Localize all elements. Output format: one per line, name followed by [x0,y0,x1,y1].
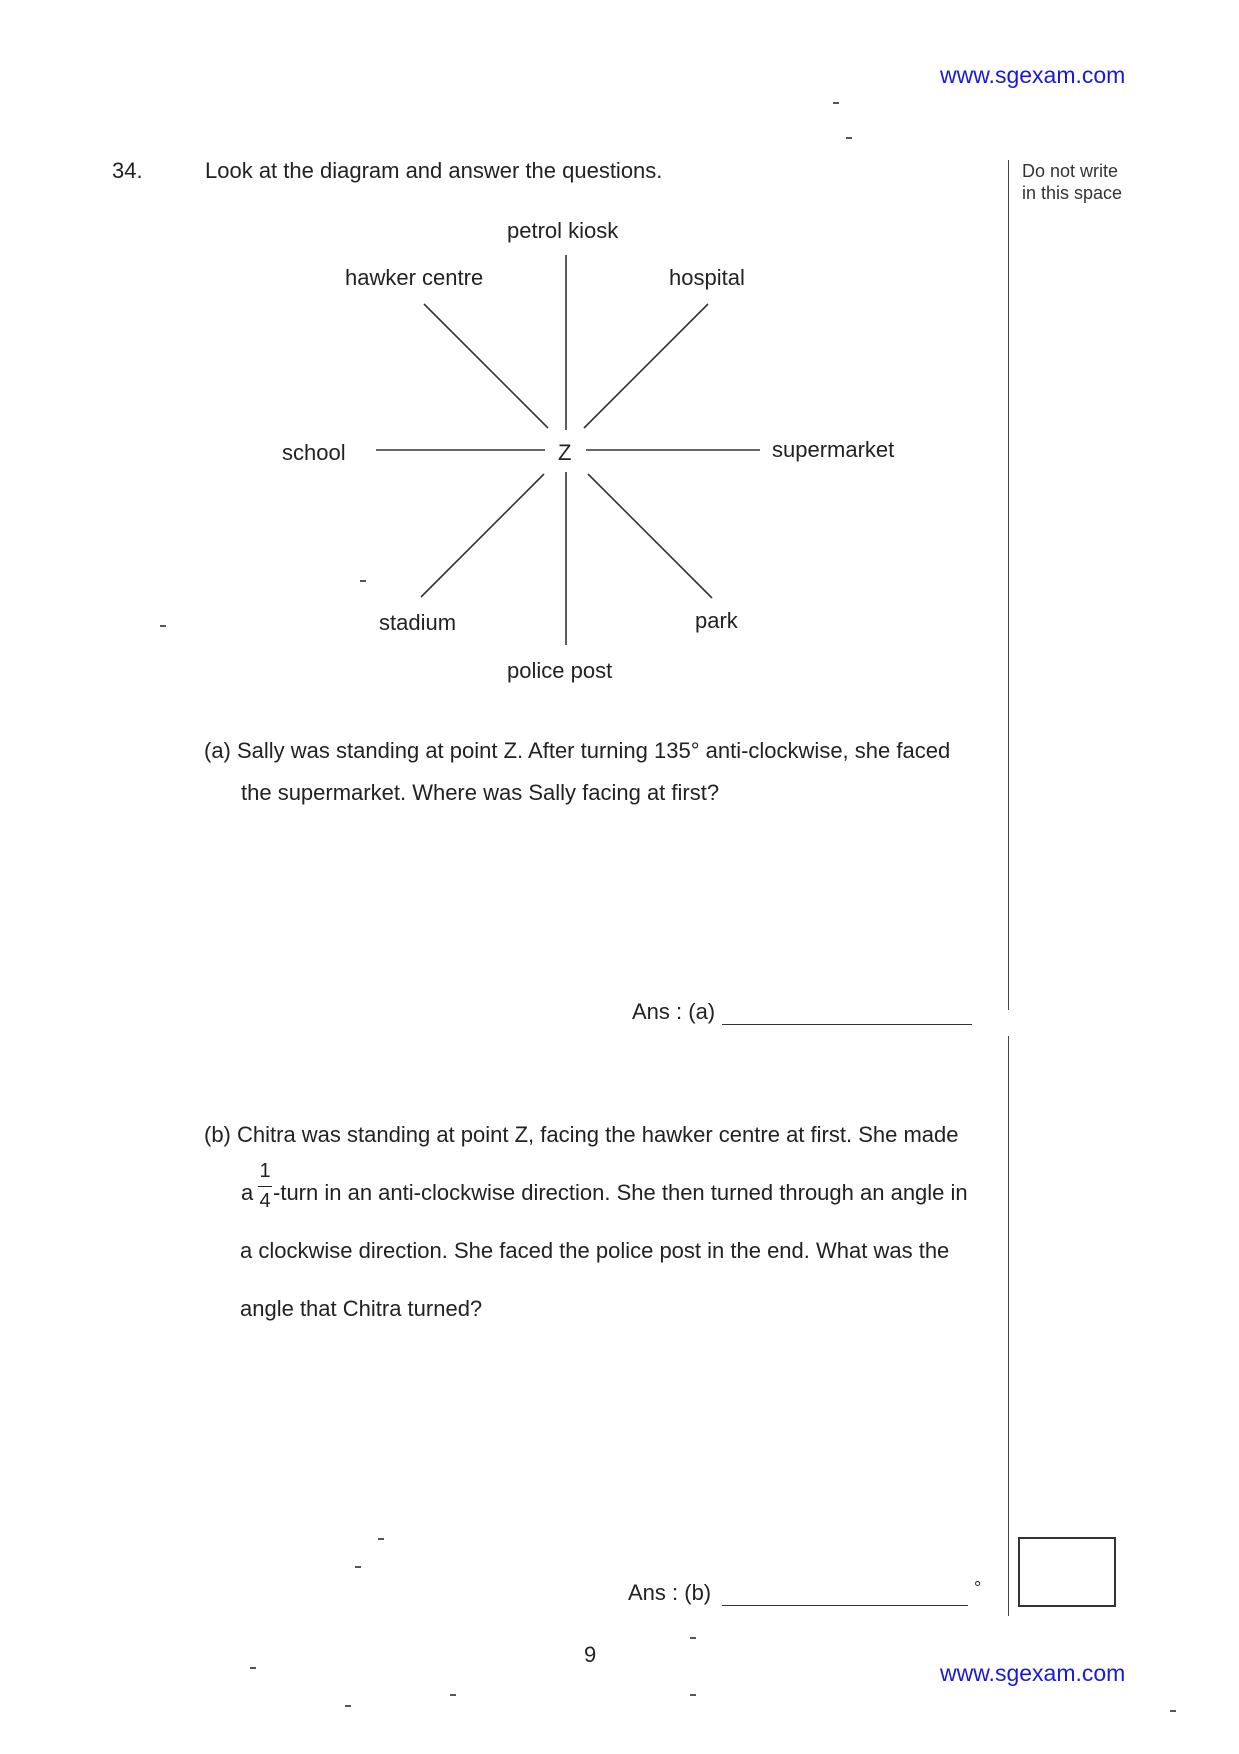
ray-northeast [584,304,708,428]
part-b-line2-prefix: a [241,1180,254,1205]
part-a-answer-line[interactable] [722,1024,972,1025]
part-a-answer-label: Ans : (a) [632,999,716,1024]
part-a-line2: the supermarket. Where was Sally facing at first? [241,780,720,805]
label-supermarket: supermarket [772,437,895,462]
header-website: www.sgexam.com [940,62,1126,88]
side-note-line2: in this space [1022,183,1123,203]
part-b-line2-rest: -turn in an anti-clockwise direction. She then turned through an angle in [273,1180,968,1205]
ray-northwest [424,304,548,428]
label-park: park [695,608,738,633]
part-b-line1: (b) Chitra was standing at point Z, facing the hawker centre at first. She made [204,1122,959,1147]
scan-speck [250,1667,256,1669]
scan-speck [690,1694,696,1696]
scan-speck [160,625,166,627]
side-note-line1: Do not write [1022,161,1119,181]
scan-speck [846,137,852,139]
ray-southwest [421,474,544,597]
label-police-post: police post [507,658,613,683]
label-stadium: stadium [379,610,457,635]
degree-symbol: ° [974,1578,982,1598]
part-b-answer-line[interactable] [722,1605,968,1606]
label-petrol-kiosk: petrol kiosk [507,218,619,243]
label-center-z: Z [558,440,572,465]
scan-speck [833,102,839,104]
part-b-line4: angle that Chitra turned? [240,1296,483,1321]
label-hospital: hospital [669,265,745,290]
fraction-numerator: 1 [259,1160,271,1182]
scan-speck [450,1694,456,1696]
page-number: 9 [584,1642,597,1667]
margin-rule-upper [1008,160,1009,1010]
footer-website: www.sgexam.com [940,1660,1126,1686]
side-note [1022,160,1122,204]
part-b-answer-label: Ans : (b) [628,1580,712,1605]
ray-southeast [588,474,712,598]
part-b-line3: a clockwise direction. She faced the police post in the end. What was the [240,1238,950,1263]
scan-speck [360,580,366,582]
fraction-bar [258,1186,272,1187]
part-a-line1: (a) Sally was standing at point Z. After turning 135° anti-clockwise, she faced [204,738,951,763]
label-hawker-centre: hawker centre [345,265,484,290]
label-school: school [282,440,346,465]
scan-speck [378,1538,384,1540]
scan-speck [345,1705,351,1707]
question-number: 34. [112,158,143,183]
scan-speck [355,1566,361,1568]
question-instruction: Look at the diagram and answer the questions. [205,158,663,183]
fraction-denominator: 4 [259,1190,271,1212]
marks-box[interactable] [1018,1537,1116,1607]
margin-rule-lower [1008,1036,1009,1616]
scan-speck [690,1637,696,1639]
scan-speck [1170,1710,1176,1712]
